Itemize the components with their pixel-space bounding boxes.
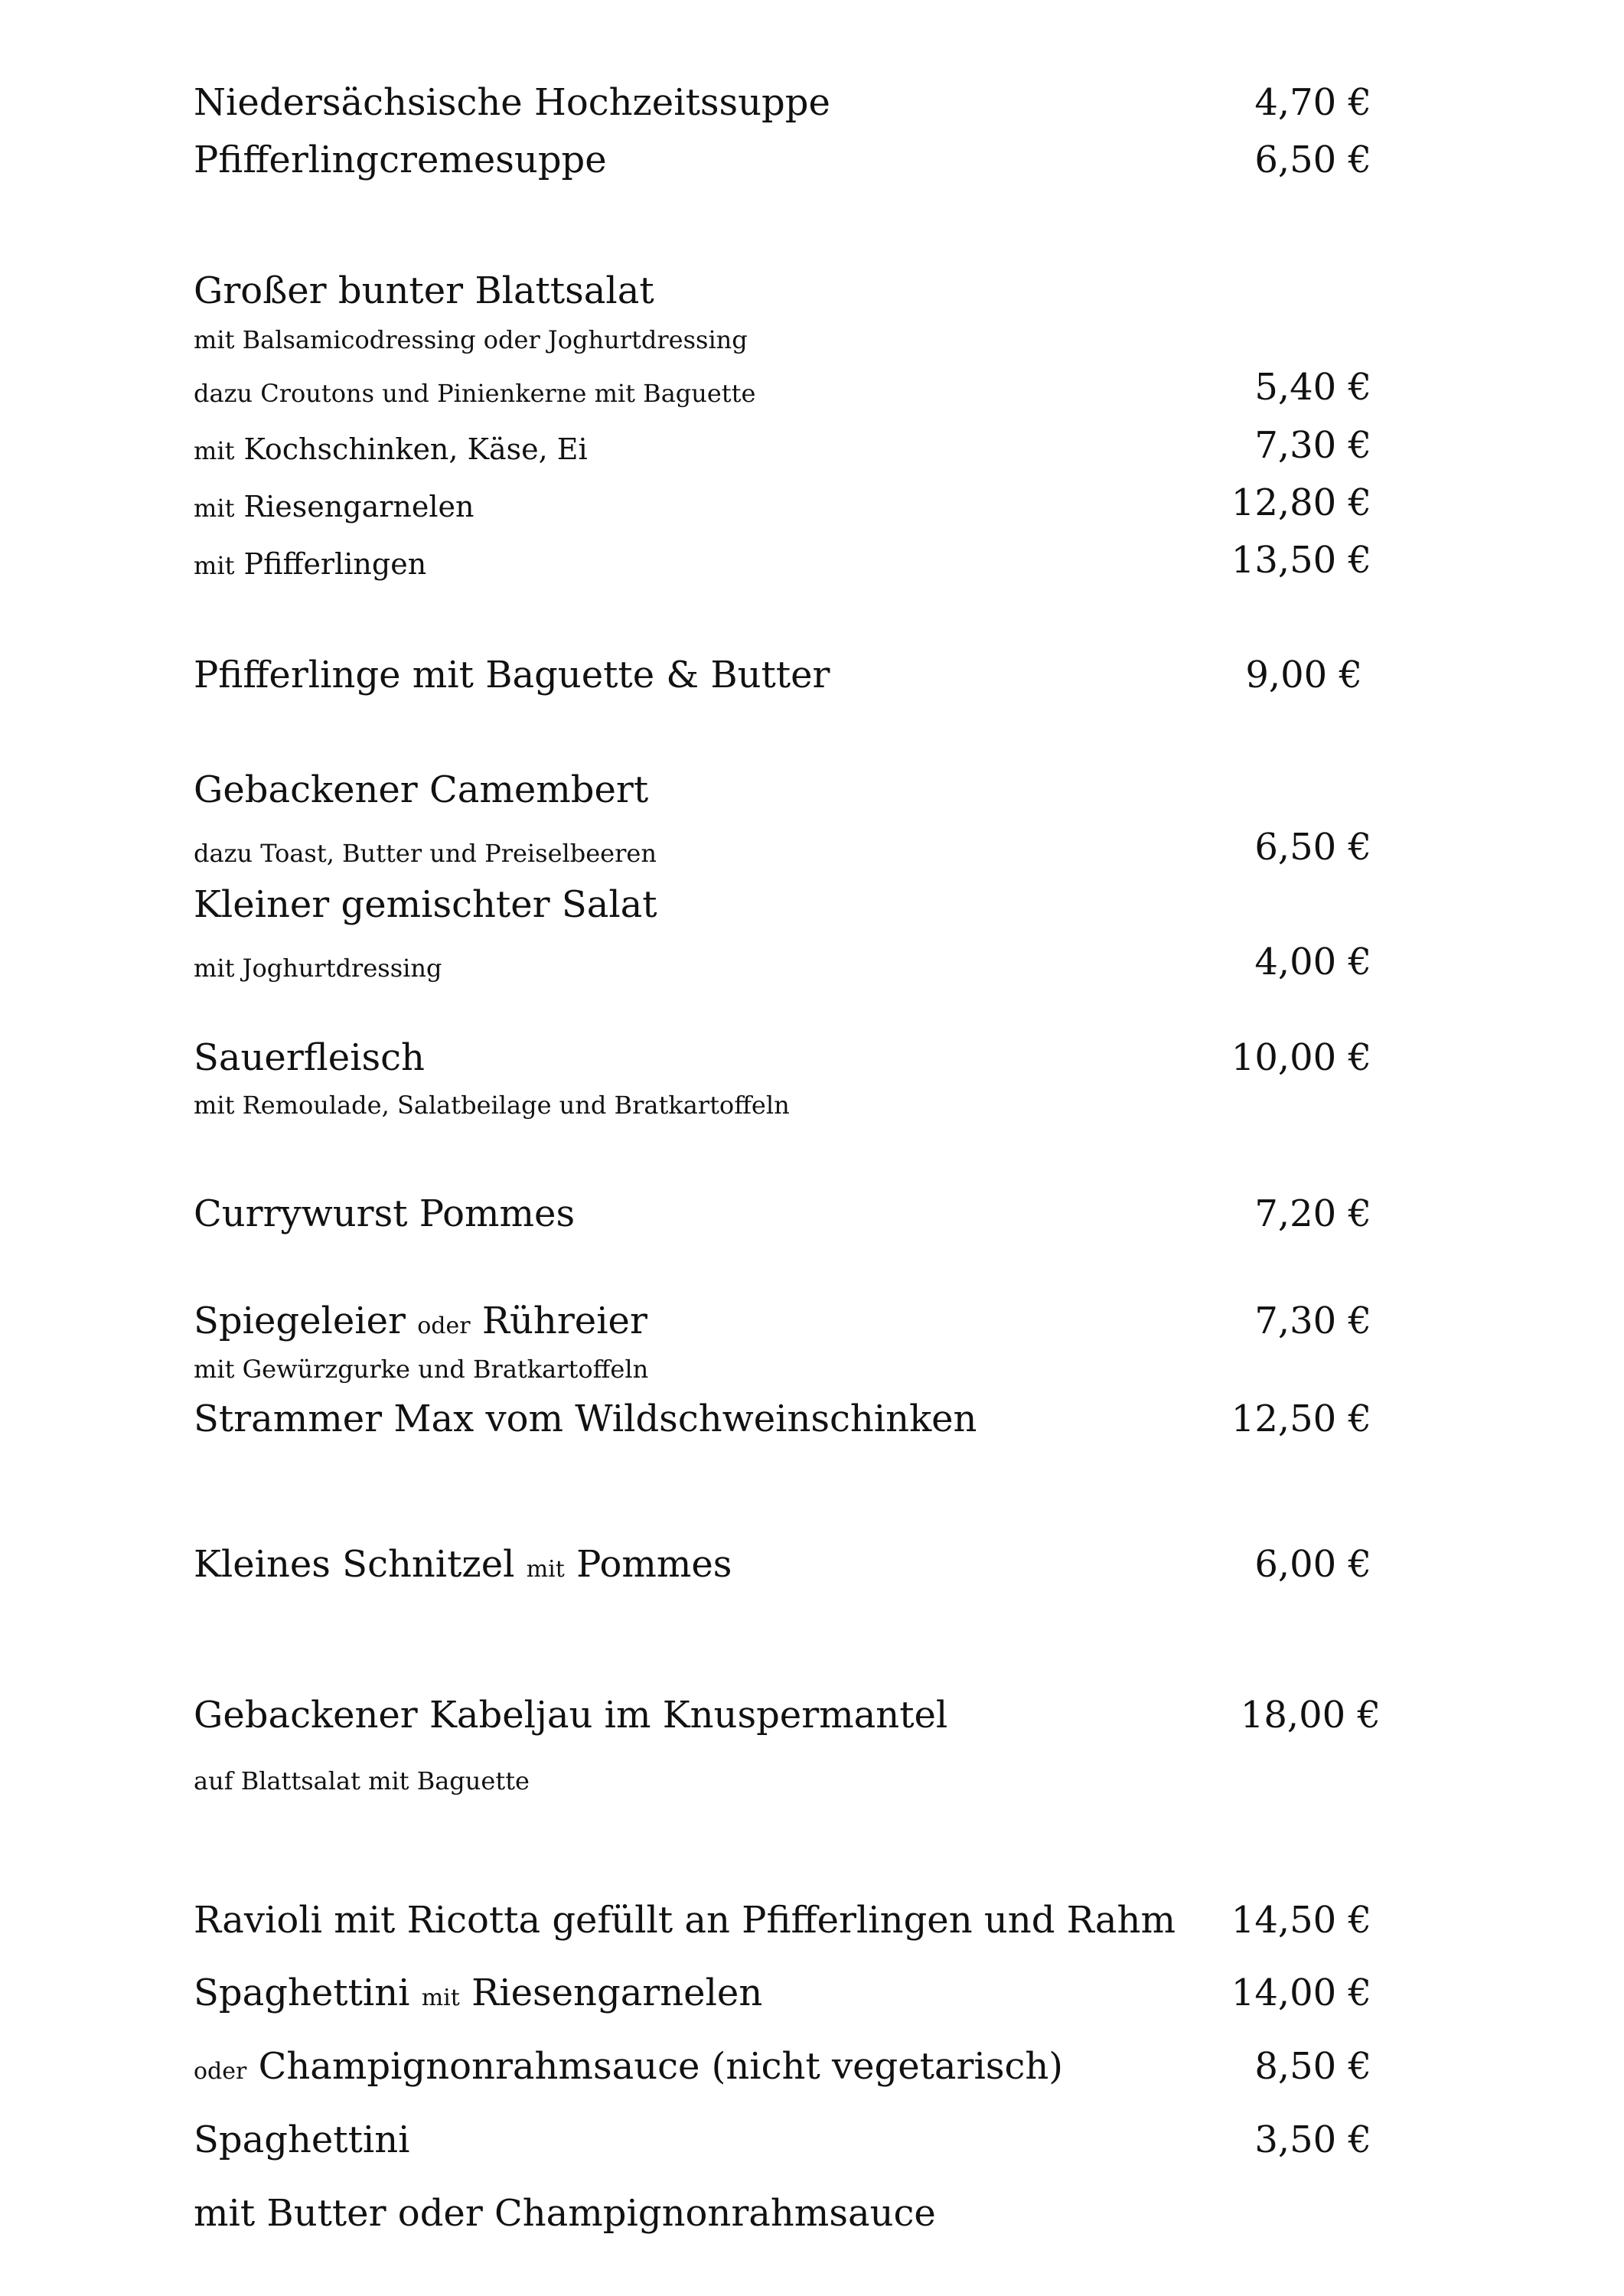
- item-desc: mit Balsamicodressing oder Joghurtdressing: [194, 325, 748, 354]
- item-name: Riesengarnelen: [243, 490, 474, 523]
- item-name: Sauerfleisch: [194, 1036, 425, 1079]
- item-name: Spiegeleier: [194, 1300, 406, 1342]
- item-desc: mit Remoulade, Salatbeilage und Bratkartoffeln: [194, 1091, 790, 1120]
- item-desc: auf Blattsalat mit Baguette: [194, 1766, 530, 1795]
- item-price: 4,70 €: [1254, 81, 1371, 124]
- item-desc: dazu Toast, Butter und Preiselbeeren: [194, 839, 657, 868]
- item-price: 7,30 €: [1254, 424, 1371, 467]
- item-desc: mit Joghurtdressing: [194, 954, 442, 983]
- item-name: Currywurst Pommes: [194, 1192, 576, 1235]
- item-desc: dazu Croutons und Pinienkerne mit Baguette: [194, 379, 756, 408]
- item-price: 6,00 €: [1254, 1543, 1371, 1586]
- item-name: Spaghettini: [194, 1971, 410, 2014]
- item-prefix: oder: [194, 2058, 247, 2085]
- item-conjunction: mit: [526, 1556, 565, 1583]
- item-name: mit Butter oder Champignonrahmsauce: [194, 2192, 936, 2235]
- item-name: Gebackener Camembert: [194, 768, 649, 811]
- item-name: Pfifferlingcremesuppe: [194, 139, 607, 181]
- item-desc: mit Gewürzgurke und Bratkartoffeln: [194, 1355, 649, 1384]
- item-name: Kleines Schnitzel: [194, 1543, 515, 1586]
- item-price: 8,50 €: [1254, 2045, 1371, 2088]
- item-price: 18,00 €: [1240, 1694, 1381, 1737]
- item-price: 7,30 €: [1254, 1300, 1371, 1342]
- item-price: 3,50 €: [1254, 2118, 1371, 2161]
- item-prefix: mit: [194, 436, 235, 465]
- item-name: Großer bunter Blattsalat: [194, 269, 654, 312]
- item-name: Gebackener Kabeljau im Knuspermantel: [194, 1694, 948, 1737]
- item-prefix: mit: [194, 551, 235, 580]
- item-price: 4,00 €: [1254, 941, 1371, 983]
- item-name: Pommes: [576, 1543, 732, 1586]
- item-price: 12,80 €: [1231, 481, 1371, 524]
- item-price: 14,00 €: [1231, 1971, 1371, 2014]
- item-price: 6,50 €: [1254, 139, 1371, 181]
- item-price: 13,50 €: [1231, 539, 1371, 582]
- item-name: Spaghettini: [194, 2118, 410, 2161]
- item-name: Rühreier: [481, 1300, 647, 1342]
- item-price: 14,50 €: [1231, 1899, 1371, 1942]
- item-name: Kochschinken, Käse, Ei: [243, 432, 588, 466]
- item-name: Pfifferlinge mit Baguette & Butter: [194, 654, 830, 696]
- item-name: Strammer Max vom Wildschweinschinken: [194, 1397, 977, 1440]
- item-name: Kleiner gemischter Salat: [194, 883, 657, 926]
- item-conjunction: mit: [421, 1985, 460, 2011]
- item-price: 6,50 €: [1254, 826, 1371, 869]
- item-name: Ravioli mit Ricotta gefüllt an Pfifferlingen und Rahm: [194, 1899, 1176, 1942]
- item-name: Champignonrahmsauce (nicht vegetarisch): [258, 2045, 1063, 2088]
- item-conjunction: oder: [417, 1313, 471, 1339]
- item-price: 12,50 €: [1231, 1397, 1371, 1440]
- item-price: 10,00 €: [1231, 1036, 1371, 1079]
- item-prefix: mit: [194, 494, 235, 523]
- item-price: 7,20 €: [1254, 1192, 1371, 1235]
- item-price: 5,40 €: [1254, 366, 1371, 409]
- item-name: Niedersächsische Hochzeitssuppe: [194, 81, 830, 124]
- item-price: 9,00 €: [1245, 654, 1362, 696]
- item-name: Pfifferlingen: [243, 547, 427, 581]
- item-name: Riesengarnelen: [471, 1971, 763, 2014]
